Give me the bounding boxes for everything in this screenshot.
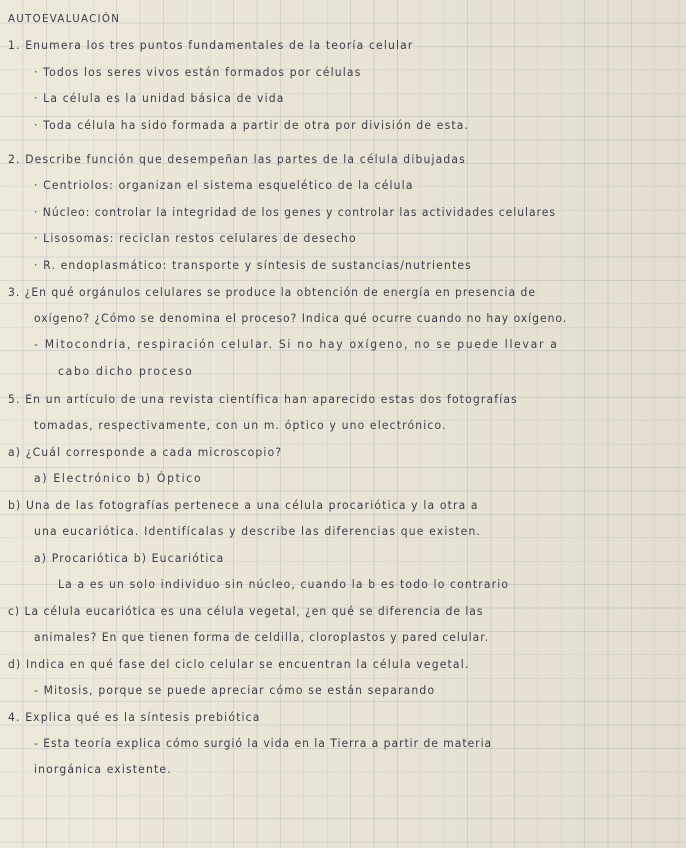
question-5-line-1: 5. En un artículo de una revista científica han aparecido estas dos fotografías <box>8 392 518 406</box>
answer-2-lisosomas: · Lisosomas: reciclan restos celulares de desecho <box>34 231 357 245</box>
answer-1-point-3: · Toda célula ha sido formada a partir de otra por división de esta. <box>34 118 470 132</box>
answer-2-centriolos: · Centriolos: organizan el sistema esquelético de la célula <box>34 178 414 192</box>
question-3-line-2: oxígeno? ¿Cómo se denomina el proceso? Indica qué ocurre cuando no hay oxígeno. <box>34 311 568 325</box>
answer-5a: a) Electrónico b) Óptico <box>34 471 203 485</box>
answer-3-line-1: - Mitocondria, respiración celular. Si no hay oxígeno, no se puede llevar a <box>34 337 559 351</box>
answer-2-reticulo: · R. endoplasmático: transporte y síntesis de sustancias/nutrientes <box>34 258 472 272</box>
answer-4-line-1: - Esta teoría explica cómo surgió la vida en la Tierra a partir de materia <box>34 736 493 750</box>
page-title: AUTOEVALUACIÓN <box>8 12 121 25</box>
answer-2-nucleo: · Núcleo: controlar la integridad de los genes y controlar las actividades celulares <box>34 205 556 219</box>
question-5a: a) ¿Cuál corresponde a cada microscopio? <box>8 445 283 459</box>
answer-4-line-2: inorgánica existente. <box>34 762 172 776</box>
question-3-line-1: 3. ¿En qué orgánulos celulares se produce la obtención de energía en presencia de <box>8 285 536 299</box>
question-4: 4. Explica qué es la síntesis prebiótica <box>8 710 261 724</box>
question-5c-line-2: animales? En que tienen forma de celdilla, cloroplastos y pared celular. <box>34 630 490 644</box>
question-5d: d) Indica en qué fase del ciclo celular se encuentran la célula vegetal. <box>8 657 470 671</box>
answer-5d: - Mitosis, porque se puede apreciar cómo se están separando <box>34 683 436 697</box>
answer-5b-line-2: La a es un solo individuo sin núcleo, cuando la b es todo lo contrario <box>58 577 510 591</box>
question-5c-line-1: c) La célula eucariótica es una célula vegetal, ¿en qué se diferencia de las <box>8 604 484 618</box>
answer-1-point-1: · Todos los seres vivos están formados por células <box>34 65 362 79</box>
question-5b-line-2: una eucariótica. Identifícalas y describe las diferencias que existen. <box>34 524 482 538</box>
answer-3-line-2: cabo dicho proceso <box>58 364 194 378</box>
question-2: 2. Describe función que desempeñan las partes de la célula dibujadas <box>8 152 466 166</box>
question-1: 1. Enumera los tres puntos fundamentales de la teoría celular <box>8 38 414 52</box>
question-5b-line-1: b) Una de las fotografías pertenece a una célula procariótica y la otra a <box>8 498 479 512</box>
question-5-line-2: tomadas, respectivamente, con un m. óptico y uno electrónico. <box>34 418 447 432</box>
answer-1-point-2: · La célula es la unidad básica de vida <box>34 91 285 105</box>
answer-5b-line-1: a) Procariótica b) Eucariótica <box>34 551 225 565</box>
